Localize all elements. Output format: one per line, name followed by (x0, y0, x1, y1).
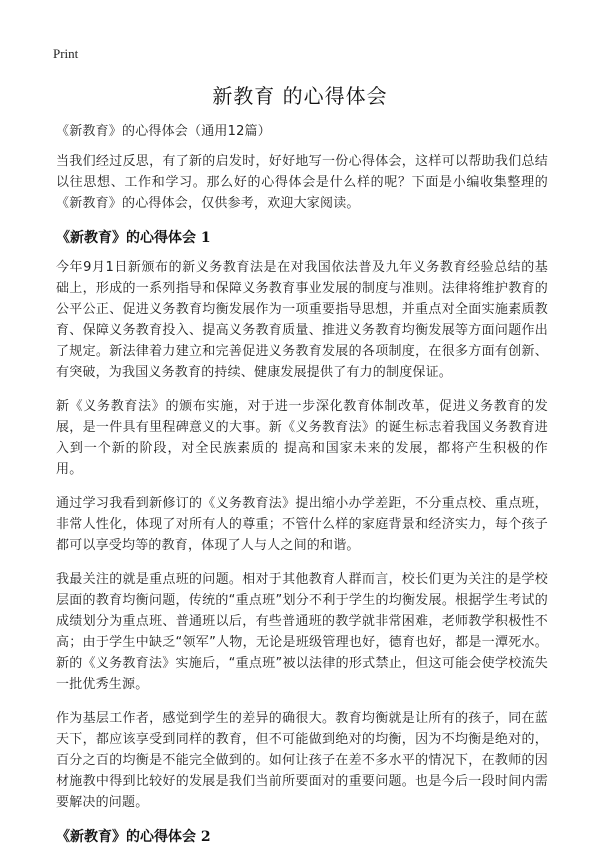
body-paragraph: 今年9月1日新颁布的新义务教育法是在对我国依法普及九年义务教育经验总结的基础上，形成的一系列指导和保障义务教育事业发展的制度与准则。法律将维护教育的公平公正、促进义务教育均衡发展作为一项重要指导思想，并重点对全面实施素质教育、保障义务教育投入、提高义务教育质量、推进义务教育均衡发展等方面问题作出了规定。新法律着力建立和完善促进义务教育发展的各项制度，在很多方面有创新、有突破，为我国义务教育的持续、健康发展提供了有力的制度保证。 (56, 260, 548, 380)
article-body (56, 121, 548, 856)
article-subtitle: 《新教育》的心得体会（通用12篇） (56, 124, 271, 139)
body-paragraph: 我最关注的就是重点班的问题。相对于其他教育人群而言，校长们更为关注的是学校层面的教育均衡问题，传统的“重点班”划分不利于学生的均衡发展。根据学生考试的成绩划分为重点班、普通班以后，有些普通班的教学就非常困难，老师教学积极性不高；由于学生中缺乏“领军”人物，无论是班级管理也好，德育也好，都是一潭死水。新的《义务教育法》实施后，“重点班”被以法律的形式禁止，但这可能会使学校流失一批优秀生源。 (56, 572, 548, 692)
body-paragraph: 新《义务教育法》的颁布实施，对于进一步深化教育体制改革，促进义务教育的发展，是一件具有里程碑意义的大事。新《义务教育法》的诞生标志着我国义务教育进入到一个新的阶段，对全民族素质的 提高和国家未来的发展，都将产生积极的作用。 (56, 399, 548, 477)
intro-paragraph: 当我们经过反思，有了新的启发时，好好地写一份心得体会，这样可以帮助我们总结以往思想、工作和学习。那么好的心得体会是什么样的呢？下面是小编收集整理的《新教育》的心得体会，仅供参考，欢迎大家阅读。 (56, 154, 548, 211)
page-title: 新教育 的心得体会 (212, 84, 388, 108)
print-link[interactable]: Print (53, 46, 79, 61)
section-heading-1: 《新教育》的心得体会 1 (56, 230, 211, 246)
body-paragraph: 通过学习我看到新修订的《义务教育法》提出缩小办学差距，不分重点校、重点班，非常人性化，体现了对所有人的尊重；不管什么样的家庭背景和经济实力，每个孩子都可以享受均等的教育，体现了人与人之间的和谐。 (56, 496, 548, 553)
section-heading-2: 《新教育》的心得体会 2 (56, 829, 211, 845)
body-paragraph: 作为基层工作者，感觉到学生的差异的确很大。教育均衡就是让所有的孩子，同在蓝天下，都应该享受到同样的教育，但不可能做到绝对的均衡，因为不均衡是绝对的，百分之百的均衡是不能完全做到的。如何让孩子在差不多水平的情况下，在教师的因材施教中得到比较好的发展是我们当前所要面对的重要问题。也是今后一段时间内需要解决的问题。 (56, 711, 548, 810)
